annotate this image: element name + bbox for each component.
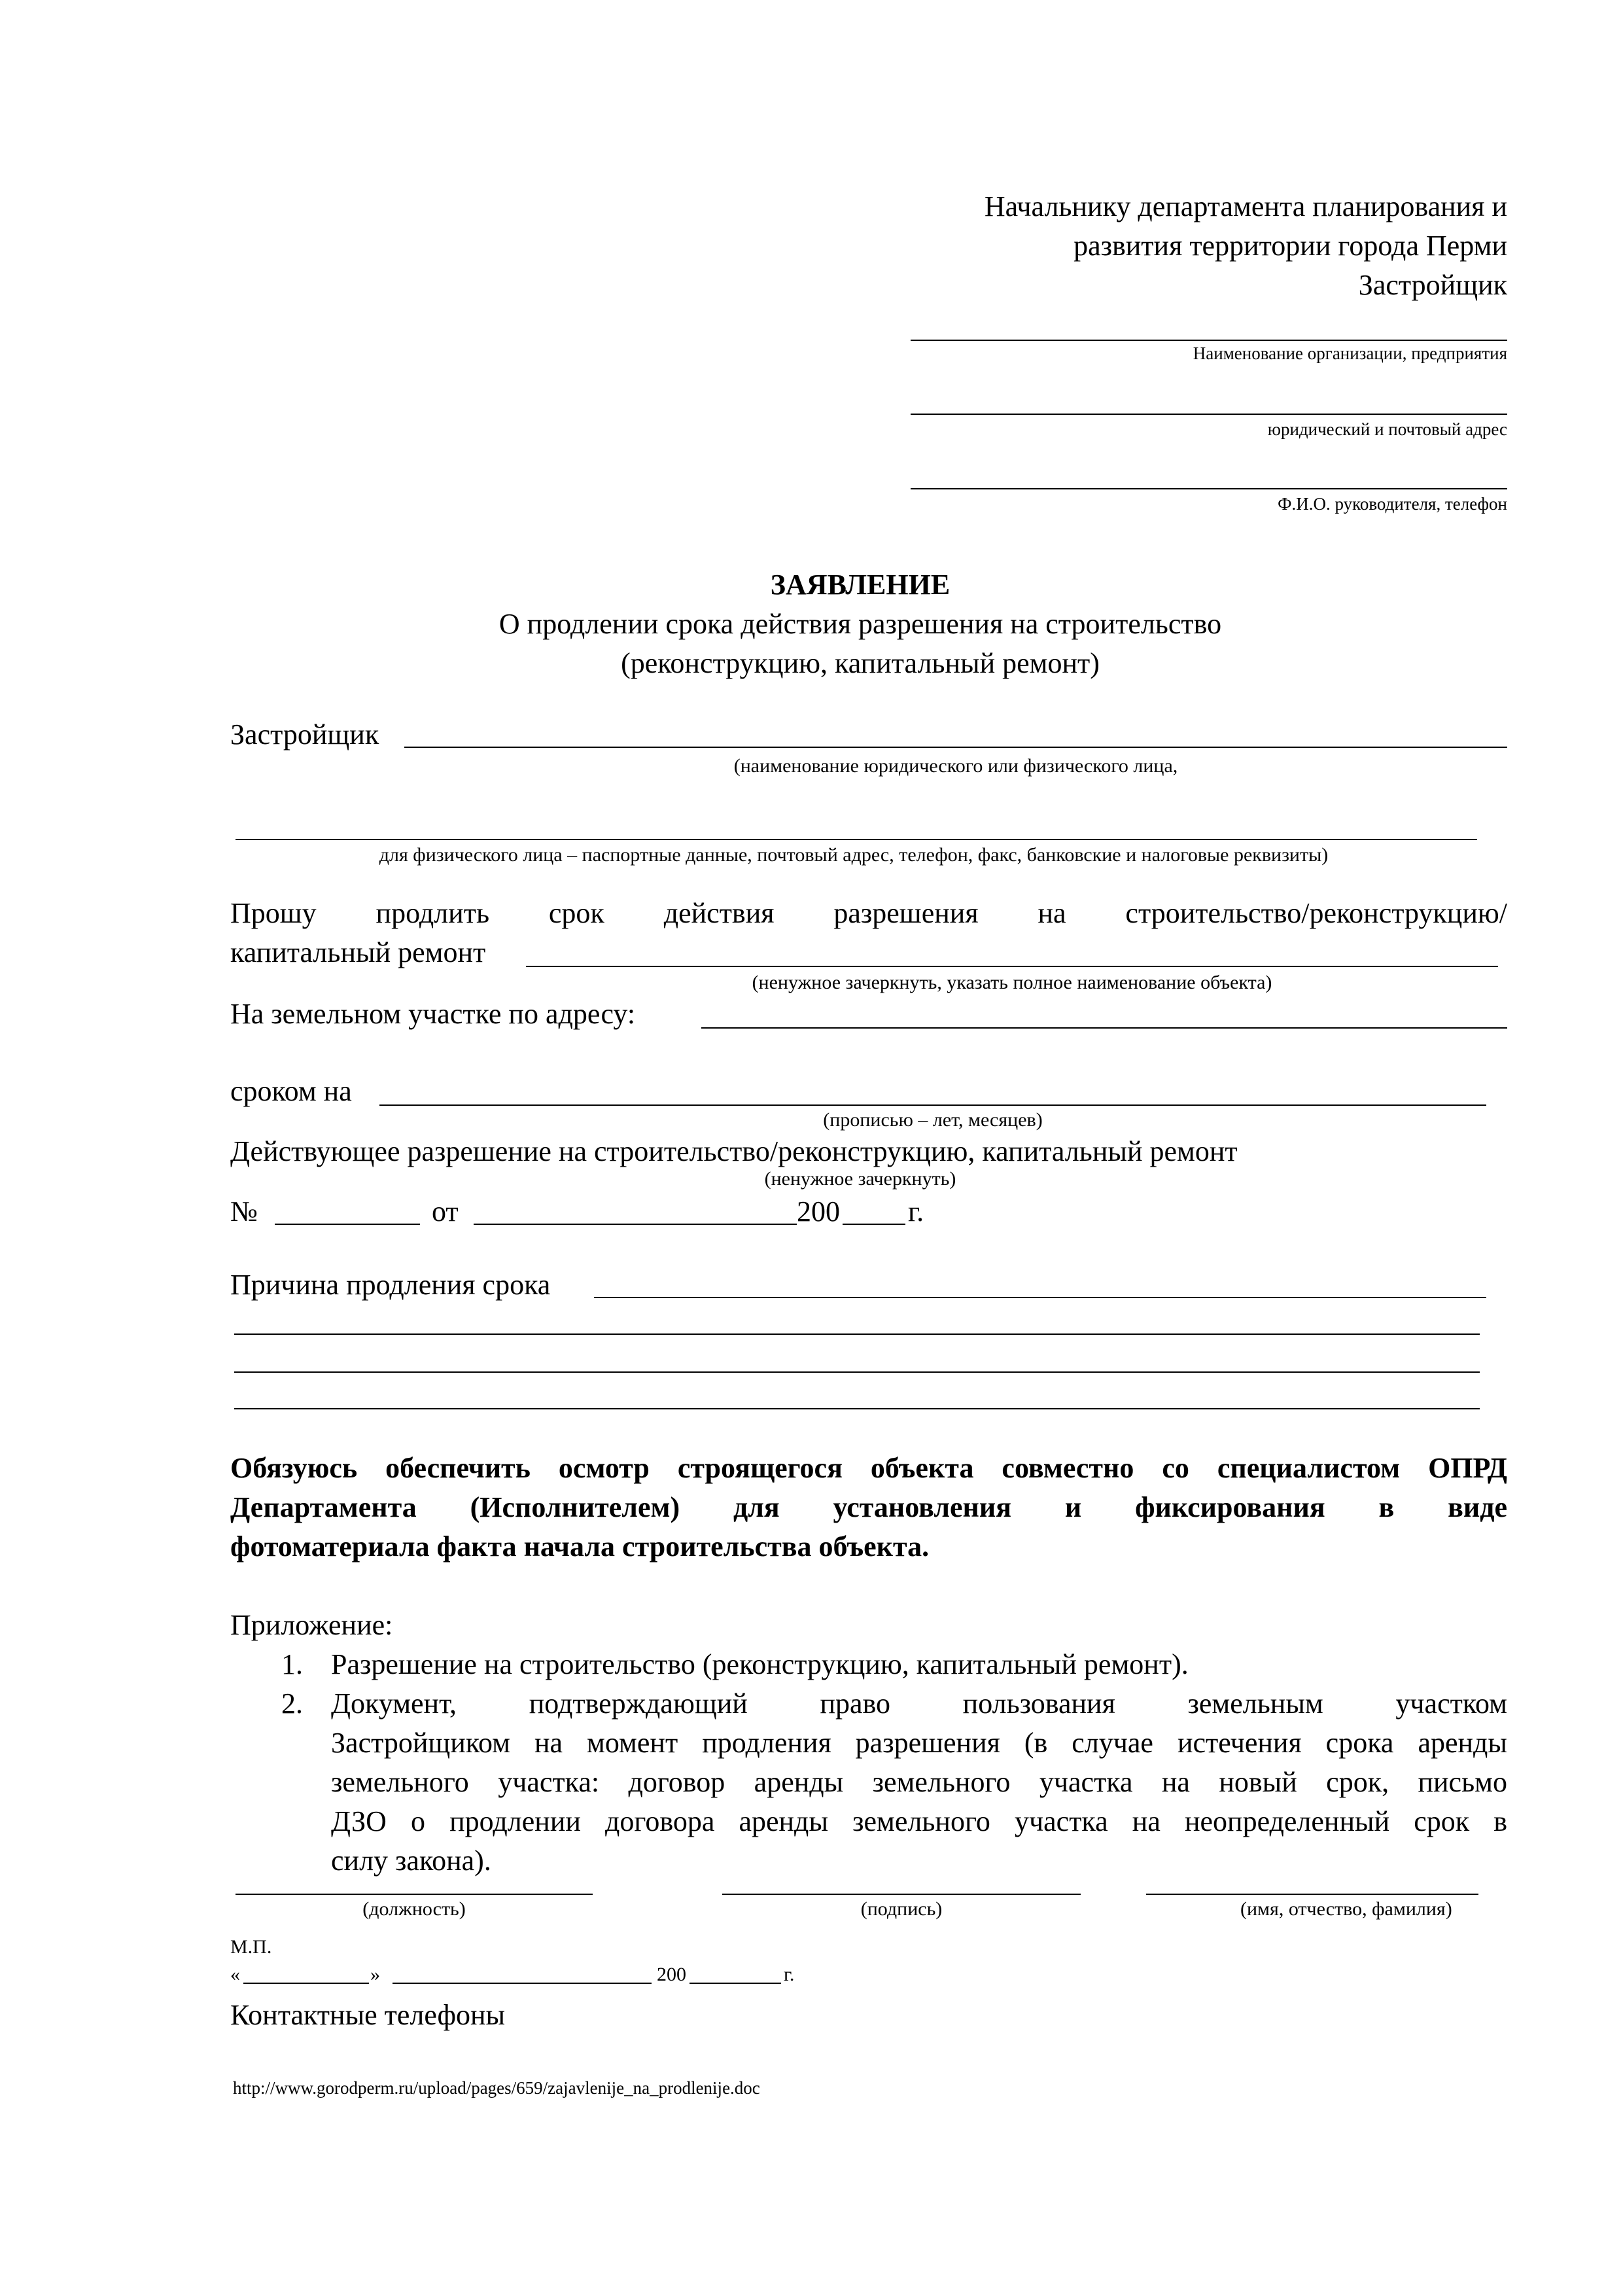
land-address-field[interactable] <box>701 1027 1507 1029</box>
developer-details-field[interactable] <box>236 839 1477 840</box>
reason-field-4[interactable] <box>234 1408 1480 1409</box>
request-line-1: Прошу продлить срок действия разрешения на строительство/реконструкцию/ <box>230 897 1507 929</box>
appendix-item-2-line-5: силу закона). <box>331 1845 491 1877</box>
date-year-prefix: 200 <box>657 1964 686 1985</box>
reason-label: Причина продления срока <box>230 1269 551 1301</box>
date-month-field[interactable] <box>393 1983 652 1984</box>
address-field[interactable] <box>911 414 1507 415</box>
appendix-item-2-line-3: земельного участка: договор аренды земельного участка на новый срок, письмо <box>331 1766 1507 1798</box>
date-open-quote: « <box>230 1964 240 1985</box>
term-caption: (прописью – лет, месяцев) <box>823 1109 1043 1131</box>
object-name-caption: (ненужное зачеркнуть, указать полное наименование объекта) <box>752 972 1272 993</box>
obligation-line-2: Департамента (Исполнителем) для установления и фиксирования в виде <box>230 1491 1507 1523</box>
appendix-item-2-line-4: ДЗО о продлении договора аренды земельного участка на неопределенный срок в <box>331 1805 1507 1837</box>
addressee-line-3: Застройщик <box>1358 269 1507 301</box>
source-url[interactable]: http://www.gorodperm.ru/upload/pages/659/zajavlenije_na_prodlenije.doc <box>233 2078 760 2098</box>
permit-year-suffix: г. <box>908 1195 924 1227</box>
org-name-field[interactable] <box>911 340 1507 341</box>
permit-year-prefix: 200 <box>797 1195 840 1227</box>
developer-details-caption: для физического лица – паспортные данные, почтовый адрес, телефон, факс, банковские и налоговые реквизиты) <box>379 844 1329 866</box>
date-close-quote: » <box>370 1964 380 1985</box>
permit-number-field[interactable] <box>275 1224 420 1225</box>
appendix-item-1-number: 1. <box>281 1648 303 1680</box>
appendix-item-2-line-1: Документ, подтверждающий право пользования земельным участком <box>331 1687 1507 1720</box>
head-name-field[interactable] <box>911 488 1507 489</box>
appendix-item-2-number: 2. <box>281 1687 303 1720</box>
document-subtitle-2: (реконструкцию, капитальный ремонт) <box>621 647 1100 679</box>
date-day-field[interactable] <box>243 1983 369 1984</box>
term-label: сроком на <box>230 1075 352 1107</box>
developer-label: Застройщик <box>230 718 379 751</box>
request-line-2-label: капитальный ремонт <box>230 936 486 968</box>
obligation-line-3: фотоматериала факта начала строительства объекта. <box>230 1530 930 1563</box>
permit-year-field[interactable] <box>843 1224 905 1225</box>
org-name-caption: Наименование организации, предприятия <box>1193 344 1507 363</box>
date-year-suffix: г. <box>784 1964 795 1985</box>
appendix-label: Приложение: <box>230 1609 393 1641</box>
appendix-item-1: Разрешение на строительство (реконструкцию, капитальный ремонт). <box>331 1648 1189 1680</box>
obligation-line-1: Обязуюсь обеспечить осмотр строящегося объекта совместно со специалистом ОПРД <box>230 1452 1507 1484</box>
full-name-caption: (имя, отчество, фамилия) <box>1240 1898 1452 1920</box>
addressee-line-1: Начальнику департамента планирования и <box>984 190 1507 222</box>
current-permit-text: Действующее разрешение на строительство/реконструкцию, капитальный ремонт <box>230 1135 1238 1167</box>
land-address-label: На земельном участке по адресу: <box>230 998 636 1030</box>
permit-date-field[interactable] <box>474 1224 797 1225</box>
reason-field-2[interactable] <box>234 1333 1480 1335</box>
addressee-line-2: развития территории города Перми <box>1073 230 1507 262</box>
position-field[interactable] <box>236 1894 593 1895</box>
full-name-field[interactable] <box>1146 1894 1478 1895</box>
document-subtitle-1: О продлении срока действия разрешения на строительство <box>498 608 1222 640</box>
developer-caption: (наименование юридического или физического лица, <box>733 755 1178 777</box>
signature-field[interactable] <box>722 1894 1081 1895</box>
object-name-field[interactable] <box>526 966 1498 967</box>
date-year-field[interactable] <box>689 1983 781 1984</box>
contact-phones-label: Контактные телефоны <box>230 1999 506 2031</box>
stamp-label: М.П. <box>230 1936 272 1958</box>
appendix-item-2-line-2: Застройщиком на момент продления разрешения (в случае истечения срока аренды <box>331 1727 1507 1759</box>
permit-from-label: от <box>432 1195 459 1227</box>
term-field[interactable] <box>379 1104 1486 1106</box>
address-caption: юридический и почтовый адрес <box>1267 419 1507 439</box>
signature-caption: (подпись) <box>860 1898 943 1920</box>
document-title: ЗАЯВЛЕНИЕ <box>770 569 951 601</box>
developer-field[interactable] <box>404 747 1507 748</box>
reason-field-3[interactable] <box>234 1371 1480 1373</box>
position-caption: (должность) <box>362 1898 466 1920</box>
head-name-caption: Ф.И.О. руководителя, телефон <box>1278 494 1507 514</box>
permit-number-label: № <box>230 1195 258 1227</box>
current-permit-caption: (ненужное зачеркнуть) <box>764 1168 956 1190</box>
reason-field-1[interactable] <box>594 1297 1486 1298</box>
